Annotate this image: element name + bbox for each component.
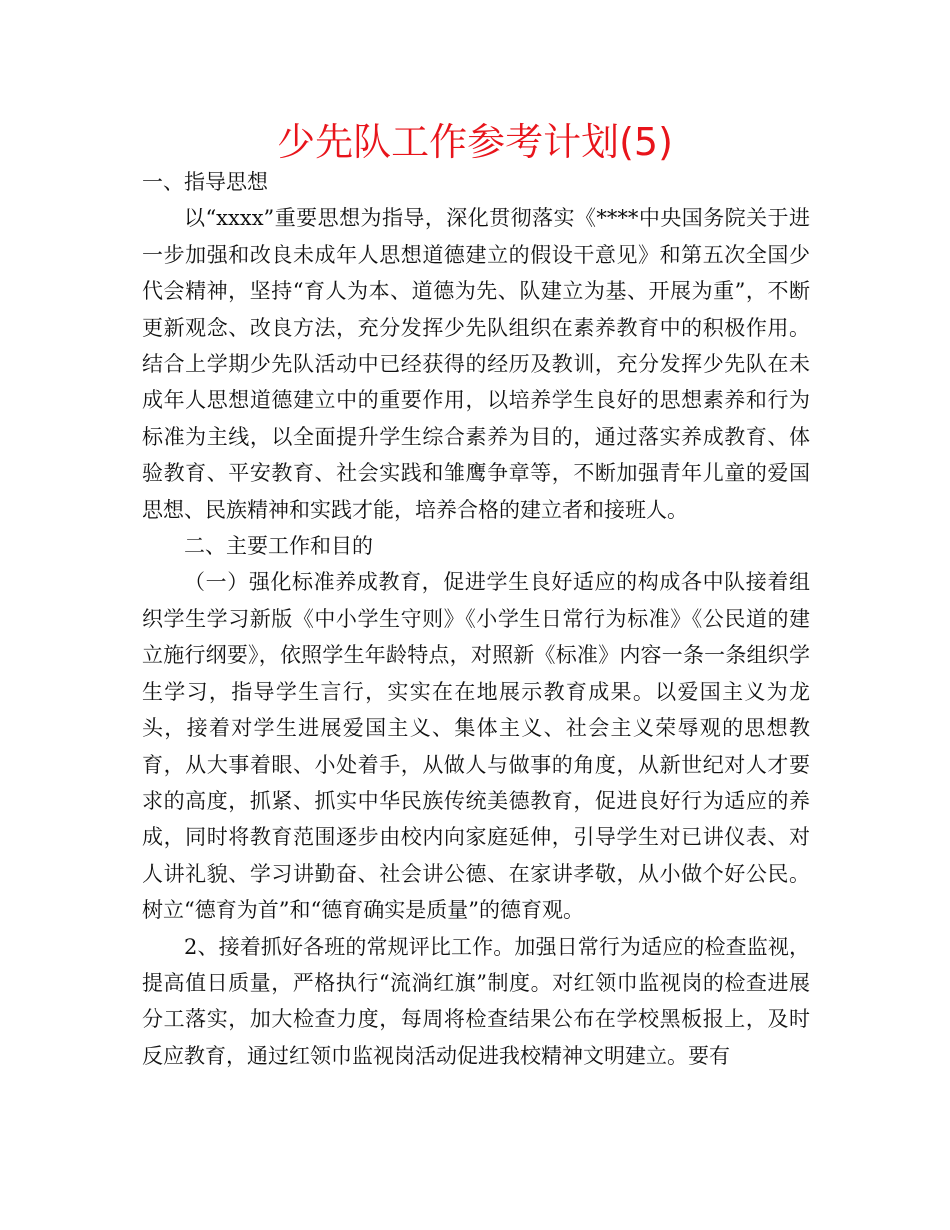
document-body (142, 164, 810, 1074)
paragraph-habit-education: （一）强化标准养成教育，促进学生良好适应的构成各中队接着组织学生学习新版《中小学生守则》《小学生日常行为标准》《公民道的建立施行纲要》，依照学生年龄特点，对照新《标准》内容一条一条组织学生学习，指导学生言行，实实在在地展示教育成果。以爱国主义为龙头，接着对学生进展爱国主义、集体主义、社会主义荣辱观的思想教育，从大事着眼、小处着手，从做人与做事的角度，从新世纪对人才要求的高度，抓紧、抓实中华民族传统美德教育，促进良好行为适应的养成，同时将教育范围逐步由校内向家庭延伸，引导学生对已讲仪表、对人讲礼貌、学习讲勤奋、社会讲公德、在家讲孝敬，从小做个好公民。树立“德育为首”和“德育确实是质量”的德育观。 (142, 570, 810, 923)
section-heading-main-work: 二、主要工作和目的 (184, 534, 373, 559)
document-title: 少先队工作参考计划(5) (277, 120, 673, 164)
section-heading-guiding-ideology: 一、指导思想 (142, 170, 268, 194)
paragraph-guiding-ideology: 以“xxxx”重要思想为指导，深化贯彻落实《****中央国务院关于进一步加强和改良未成年人思想道德建立的假设干意见》和第五次全国少代会精神，坚持“育人为本、道德为先、队建立为基、开展为重”，不断更新观念、改良方法，充分发挥少先队组织在素养教育中的积极作用。结合上学期少先队活动中已经获得的经历及教训，充分发挥少先队在未成年人思想道德建立中的重要作用，以培养学生良好的思想素养和行为标准为主线，以全面提升学生综合素养为目的，通过落实养成教育、体验教育、平安教育、社会实践和雏鹰争章等，不断加强青年儿童的爱国思想、民族精神和实践才能，培养合格的建立者和接班人。 (142, 206, 810, 522)
paragraph-class-evaluation: 2、接着抓好各班的常规评比工作。加强日常行为适应的检查监视，提高值日质量，严格执行“流淌红旗”制度。对红领巾监视岗的检查进展分工落实，加大检查力度，每周将检查结果公布在学校黑板报上，及时反应教育，通过红领巾监视岗活动促进我校精神文明建立。要有 (142, 934, 810, 1068)
